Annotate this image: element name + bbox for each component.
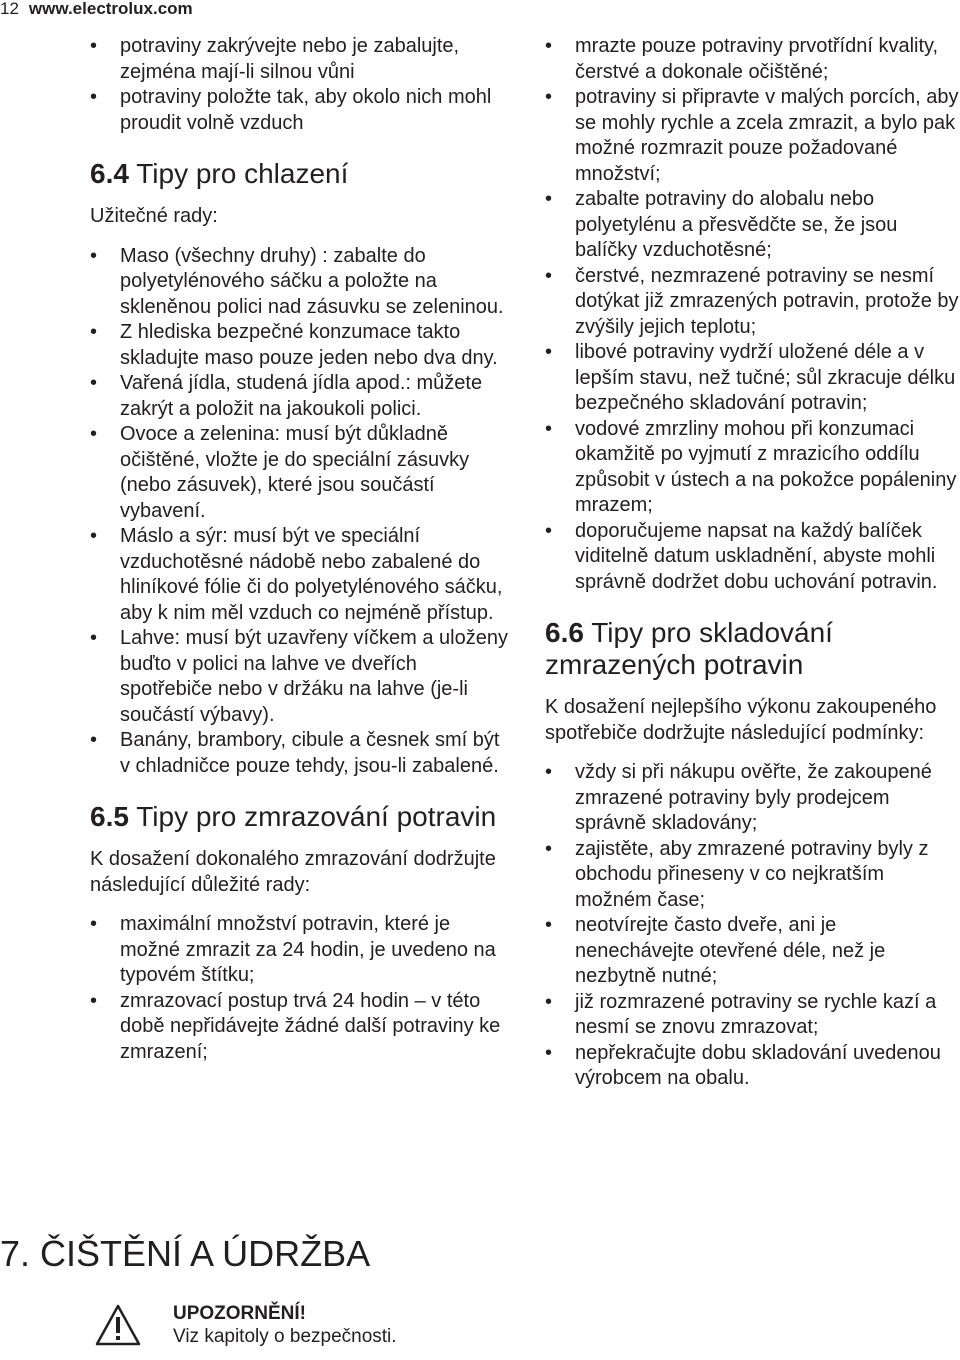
list-item: • Máslo a sýr: musí být ve speciální vzduchotěsné nádobě nebo zabalené do hliníkové fólie či do polyetylénového sáčku, aby k nim měl vzduch co nejméně přístup. — [90, 524, 510, 626]
list-item: • potraviny zakrývejte nebo je zabalujte, zejména mají-li silnou vůni — [90, 34, 510, 85]
list-item: • maximální množství potravin, které je možné zmrazit za 24 hodin, je uvedeno na typovém štítku; — [90, 912, 510, 989]
list-item: • Vařená jídla, studená jídla apod.: můžete zakrýt a položit na jakoukoli polici. — [90, 371, 510, 422]
list-item: • již rozmrazené potraviny se rychle kazí a nesmí se znovu zmrazovat; — [545, 990, 960, 1041]
section-heading-6-5 — [90, 801, 510, 833]
list-item: • Banány, brambory, cibule a česnek smí být v chladničce pouze tehdy, jsou-li zabalené. — [90, 728, 510, 779]
left-column — [90, 34, 510, 1065]
list-item: • neotvírejte často dveře, ani je nenechávejte otevřené déle, než je nezbytně nutné; — [545, 913, 960, 990]
section-intro: Užitečné rady: — [90, 205, 218, 227]
page-header — [0, 0, 193, 18]
chapter-heading: 7. ČIŠTĚNÍ A ÚDRŽBA — [0, 1233, 371, 1274]
section-title: Tipy pro zmrazování potravin — [136, 801, 497, 832]
list-item: • Z hlediska bezpečné konzumace takto skladujte maso pouze jeden nebo dva dny. — [90, 320, 510, 371]
list-item: • nepřekračujte dobu skladování uvedenou výrobcem na obalu. — [545, 1041, 960, 1092]
list-item: • mrazte pouze potraviny prvotřídní kvality, čerstvé a dokonale očištěné; — [545, 34, 960, 85]
list-item: • zajistěte, aby zmrazené potraviny byly z obchodu přineseny v co nejkratším možném čase; — [545, 837, 960, 914]
list-item: • Maso (všechny druhy) : zabalte do polyetylénového sáčku a položte na skleněnou polici nad zásuvku se zeleninou. — [90, 244, 510, 321]
list-item: • doporučujeme napsat na každý balíček viditelně datum uskladnění, abyste mohli správně dodržet dobu uchování potravin. — [545, 519, 960, 596]
list-item: • vodové zmrzliny mohou při konzumaci okamžitě po vyjmutí z mrazicího oddílu způsobit v ústech a na pokožce popáleniny mrazem; — [545, 417, 960, 519]
list-item: • zmrazovací postup trvá 24 hodin – v této době nepřidávejte žádné další potraviny ke zmrazení; — [90, 989, 510, 1066]
storage-tips-list — [545, 760, 960, 1092]
warning-block — [95, 1302, 397, 1348]
list-item: • potraviny si připravte v malých porcích, aby se mohly rychle a zcela zmrazit, a bylo pak možné rozmrazit pouze požadované množství; — [545, 85, 960, 187]
warning-text — [173, 1302, 397, 1348]
list-item: • potraviny položte tak, aby okolo nich mohl proudit volně vzduch — [90, 85, 510, 136]
section-number: 6.6 — [545, 617, 584, 648]
page-number: 12 — [0, 0, 19, 18]
warning-title: UPOZORNĚNÍ! — [173, 1303, 306, 1324]
warning-triangle-icon — [95, 1304, 141, 1346]
list-item: • libové potraviny vydrží uložené déle a v lepším stavu, než tučné; sůl zkracuje délku bezpečného skladování potravin; — [545, 340, 960, 417]
section-intro: K dosažení dokonalého zmrazování dodržujte následující důležité rady: — [90, 848, 496, 896]
section-number: 6.5 — [90, 801, 129, 832]
right-column — [545, 34, 960, 1092]
cooling-tips-list — [90, 244, 510, 780]
list-item: • čerstvé, nezmrazené potraviny se nesmí dotýkat již zmrazených potravin, protože by zvýšily jejich teplotu; — [545, 264, 960, 341]
freezing-tips-list — [90, 912, 510, 1065]
list-item: • Ovoce a zelenina: musí být důkladně očištěné, vložte je do speciální zásuvky (nebo zásuvek), které jsou součástí vybavení. — [90, 422, 510, 524]
section-title: Tipy pro chlazení — [136, 158, 349, 189]
list-item: • zabalte potraviny do alobalu nebo polyetylénu a přesvědčte se, že jsou balíčky vzduchotěsné; — [545, 187, 960, 264]
list-item: • vždy si při nákupu ověřte, že zakoupené zmrazené potraviny byly prodejcem správně skladovány; — [545, 760, 960, 837]
intro-list — [90, 34, 510, 136]
freezing-tips-continued-list — [545, 34, 960, 595]
section-heading-6-6 — [545, 617, 960, 681]
section-number: 6.4 — [90, 158, 129, 189]
section-intro: K dosažení nejlepšího výkonu zakoupeného spotřebiče dodržujte následující podmínky: — [545, 696, 937, 744]
warning-description: Viz kapitoly o bezpečnosti. — [173, 1326, 397, 1347]
site-url: www.electrolux.com — [28, 0, 193, 18]
list-item: • Lahve: musí být uzavřeny víčkem a uloženy buďto v polici na lahve ve dveřích spotřebiče nebo v držáku na lahve (je-li součástí výbavy). — [90, 626, 510, 728]
section-title: Tipy pro skladování zmrazených potravin — [545, 617, 833, 680]
section-heading-6-4 — [90, 158, 510, 190]
